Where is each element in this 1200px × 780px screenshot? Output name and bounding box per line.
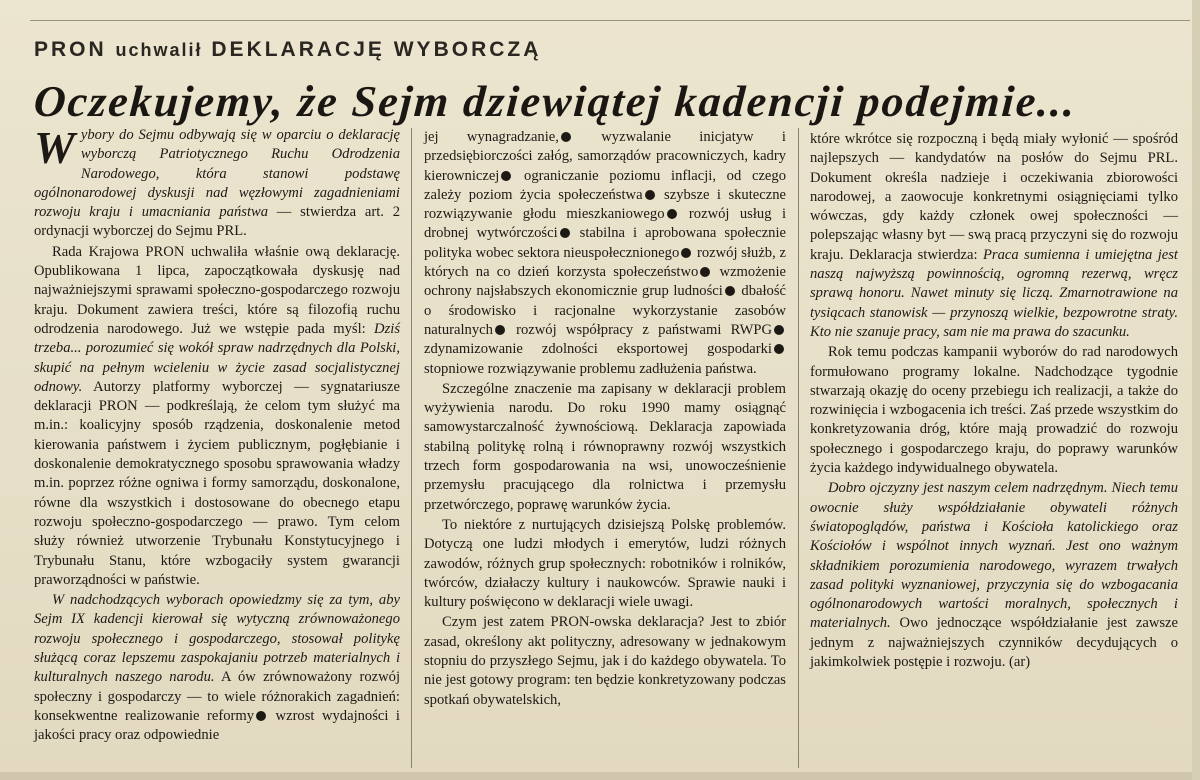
declaration-quote: Praca sumienna i umiejętna jest naszą najwyższą powinnością, ogromną rezerwą, wręcz sprawą honoru. Nawet minuty się liczą. Zmarnotrawione na tysiącach stanowisk — przynoszą wielkie, bezpowrotne straty. Kto nie szanuje pracy, sam nie ma prawa do szacunku.	[810, 246, 1178, 340]
kicker-verb: uchwalił	[115, 40, 203, 60]
paragraph	[34, 591, 400, 745]
italic-appeal: Dobro ojczyzny jest naszym celem nadrzędnym. Niech temu owocnie służy współdziałanie obywateli różnych światopoglądów, państwa i Kościoła katolickiego oraz Kościołów i wspólnot innych wyznań. Jest ono ważnym składnikiem porozumienia narodowego, wyrazem trwałych zasad polityki wyznaniowej, przyczynia się do wzbogacania ogólnonarodowych wartości moralnych, społecznych i materialnych.	[810, 480, 1178, 632]
kicker-pron: PRON	[34, 38, 107, 61]
article-column-1	[34, 122, 400, 747]
lead-tail: — stwierdza art. 2 ordynacji wyborczej do Sejmu PRL.	[34, 204, 400, 240]
bullet-dot	[495, 325, 505, 335]
bullet-dot	[256, 711, 266, 721]
paragraph	[810, 479, 1178, 672]
bullet-dot	[774, 344, 784, 354]
paragraph-text: Rada Krajowa PRON uchwaliła właśnie ową deklarację. Opublikowana 1 lipca, zapoczątkowała dyskusję nad najważniejszymi sprawami społeczno-gospodarczego rozwoju kraju. Dokument zawiera treści, które są filozofią ruchu odrodzenia narodowego. Już we wstępie pada myśl:	[34, 243, 400, 337]
bullet-dot	[700, 267, 710, 277]
list-item: stopniowe rozwiązywanie problemu zadłużenia państwa.	[424, 360, 757, 377]
bullet-dot	[681, 248, 691, 258]
paragraph: Rok temu podczas kampanii wyborów do rad narodowych formułowano programy lokalne. Nadchodzące tygodnie stwarzają okazję do oceny przebiegu ich realizacji, a także do rozwinięcia i wzbogacenia ich treści. Zaś przede wszystkim do konkretyzowania dróg, które mają prowadzić do rozwoju społecznego i gospodarczego kraju, do poprawy warunków życia każdego indywidualnego obywatela.	[810, 344, 1178, 477]
paragraph-text: Owo jednoczące współdziałanie jest zawsze jednym z najważniejszych czynników decydujących o jakimkolwiek postępie i rozwoju. (ar)	[810, 615, 1178, 671]
list-item: wyzwalanie inicjatyw i przedsiębiorczości załóg, samorządów pracowniczych, kadry kierowniczej	[424, 129, 786, 184]
bullet-dot	[501, 171, 511, 181]
list-item: wzmożenie ochrony najsłabszych ekonomicznie grup ludności	[424, 264, 786, 300]
list-item: zdynamizowanie zdolności eksportowej gospodarki	[424, 341, 772, 358]
bullet-dot	[667, 209, 677, 219]
page-edge	[1192, 0, 1200, 780]
paragraph-text: Autorzy platformy wyborczej — sygnatariusze deklaracji PRON — podkreślają, że celom tym służyć ma m.in.: koalicyjny sposób rządzenia, doskonalenie metod kierowania państwem i życiem publicznym, pogłębianie i doskonalenie demokratycznego sposobu sprawowania władzy m.in. poprzez różne ogniwa i formy samorządu, doskonalone, równe dla wszystkich i dostosowane do obecnego etapu rozwoju społeczno-gospodarczego — prawo. Tym celom służy również utworzenie Trybunału Konstytucyjnego i Trybunału Stanu, które wzbogaciły system gwarancji praworządności w państwie.	[34, 378, 400, 588]
lead-text: ybory do Sejmu odbywają się w oparciu o deklarację wyborczą Patriotycznego Ruchu Odrodzenia Narodowego, która stanowi podstawę ogólnonarodowej dyskusji nad węzłowymi zagadnieniami rozwoju kraju i umacniania państwa	[34, 127, 400, 221]
declaration-quote: Dziś trzeba... porozumieć się wokół spraw nadrzędnych dla Polski, skupić na pełnym wcieleniu w życie zasad socjalistycznej odnowy.	[34, 320, 400, 395]
bullet-dot	[725, 286, 735, 296]
headline: Oczekujemy, że Sejm dziewiątej kadencji podejmie...	[32, 77, 1079, 126]
bullet-dot	[560, 228, 570, 238]
column-divider	[798, 128, 799, 768]
paragraph: To niektóre z nurtujących dzisiejszą Polskę problemów. Dotyczą one ludzi młodych i emerytów, ludzi różnych zawodów, różnych grup społecznych: robotników i rolników, twórców, działaczy kultury i naukowców. Sprawie nauki i kultury poświęcono w deklaracji wiele uwagi.	[424, 516, 786, 611]
italic-appeal: W nadchodzących wyborach opowiedzmy się za tym, aby Sejm IX kadencji kierował się wytyczną zrównoważonego rozwoju społecznego i gospodarczego, stosował politykę służącą coraz lepszemu zaspokajaniu potrzeb materialnych i kulturalnych naszego narodu.	[34, 592, 400, 686]
paragraph: Czym jest zatem PRON-owska deklaracja? Jest to zbiór zasad, określony akt polityczny, adresowany w jednakowym stopniu do przyszłego Sejmu, jak i do każdego obywatela. To nie jest gotowy program: ten będzie konkretyzowany podczas spotkań obywatelskich,	[424, 614, 786, 708]
bullet-dot	[561, 132, 571, 142]
paragraph	[34, 243, 400, 590]
bullet-dot	[645, 190, 655, 200]
list-item: rozwój usług i drobnej wytwórczości	[424, 206, 786, 242]
paragraph	[810, 130, 1178, 342]
column-divider	[411, 128, 412, 768]
kicker-topic: DEKLARACJĘ WYBORCZĄ	[211, 38, 542, 61]
list-item: szybsze i skuteczne rozwiązywanie głodu mieszkaniowego	[424, 186, 786, 223]
list-item: rozwój współpracy z państwami RWPG	[506, 321, 772, 338]
lead-paragraph	[34, 122, 400, 242]
article-column-3	[810, 130, 1178, 673]
article-column-2	[424, 128, 786, 711]
page-edge	[0, 772, 1200, 780]
list-paragraph	[424, 128, 786, 379]
list-item: dbałość o środowisko i racjonalne wykorzystanie zasobów naturalnych	[424, 283, 786, 338]
bullet-dot	[774, 325, 784, 335]
drop-cap: W	[34, 122, 75, 173]
list-item: jej wynagradzanie,	[424, 129, 559, 145]
top-rule	[30, 20, 1190, 21]
kicker	[34, 38, 541, 62]
paragraph: Szczególne znaczenie ma zapisany w deklaracji problem wyżywienia narodu. Do roku 1990 mamy osiągnąć samowystarczalność żywnościową. Deklaracja zapowiada stabilną politykę rolną i równoprawny rozwój wszystkich trzech form gospodarowania na wsi, unowocześnienie przemysłu pracującego dla rolnictwa i przemysłu przetwórczego, poprawę warunków życia.	[424, 380, 786, 513]
paragraph-text: które wkrótce się rozpoczną i będą miały wyłonić — spośród najlepszych — kandydatów na posłów do Sejmu PRL. Dokument określa nadzieje i oczekiwania zbiorowości narodowej, a zaowocuje konkretnymi osiągnięciami tylko wówczas, gdy każdy członek owej społeczności — polepszając własny byt — swą pracą przyczyni się do rozwoju kraju. Deklaracja stwierdza:	[810, 131, 1178, 263]
paragraph-text: A ów zrównoważony rozwój społeczny i gospodarczy — to wiele różnorakich zagadnień: konsekwentne realizowanie reformy	[34, 669, 400, 724]
list-item: rozwój służb, z których na co dzień korzysta społeczeństwo	[424, 244, 786, 281]
list-item: ograniczanie poziomu inflacji, od czego zależy poziom życia społeczeństwa	[424, 167, 786, 203]
list-item: stabilna i aprobowana społecznie polityka wobec sektora nieuspołecznionego	[424, 225, 786, 261]
paragraph-text: wzrost wydajności i jakości pracy oraz odpowiednie	[34, 707, 400, 744]
